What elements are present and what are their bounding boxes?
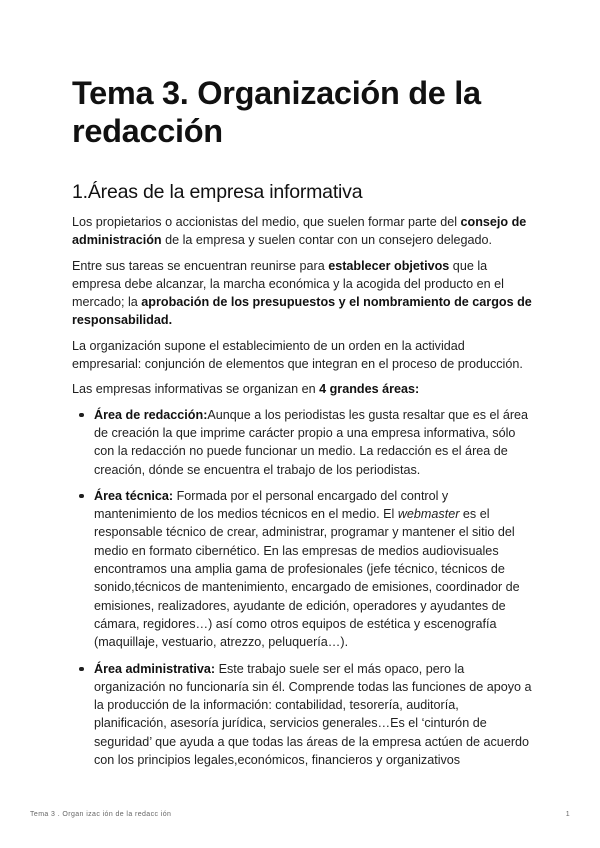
italic-text: webmaster bbox=[397, 507, 460, 522]
paragraph-propietarios bbox=[72, 213, 532, 250]
text: Aunque a los periodistas les gusta resaltar que es el área de creación la que imprime carácter propio a una empresa informativa, sólo con la redacción no puede funcionar un medio. La redacción es el área de creación, dónde se encuentra el trabajo de los periodistas. bbox=[94, 407, 529, 477]
document-title: Tema 3. Organización de la redacción bbox=[72, 75, 481, 149]
bold-text: consejo de administración bbox=[72, 215, 527, 248]
footer-title: Tema 3 . Organ izac ión de la redacc ión bbox=[30, 811, 172, 818]
text: Las empresas informativas se organizan en bbox=[72, 382, 320, 397]
page-footer bbox=[30, 811, 570, 818]
text: que la empresa debe alcanzar, la marcha económica y la acogida del producto en el mercado; la bbox=[72, 258, 504, 310]
text: Los propietarios o accionistas del medio, que suelen formar parte del bbox=[72, 215, 461, 229]
text: Este trabajo suele ser el más opaco, pero la organización no funcionaría sin él. Comprende todas las funciones de apoyo a la producción de la información: contabilidad, tesorería, auditoría, planificación, asesoría jurídica, servicios generales…Es el ‘cinturón de seguridad’ que ayuda a que todas las áreas de la empresa actúen de acuerdo con los principios legales,económicos, financieros y organizativos bbox=[94, 661, 532, 768]
bullet-icon bbox=[79, 494, 84, 499]
section-heading: 1.Áreas de la empresa informativa bbox=[72, 181, 363, 203]
paragraph-areas-intro bbox=[72, 380, 532, 398]
bold-text: Área de redacción: bbox=[94, 407, 208, 422]
bold-text: Área administrativa: bbox=[94, 661, 216, 676]
text: es el responsable técnico de crear, administrar, programar y mantener el sitio del medio en formato cibernético. En las empresas de medios audiovisuales encontramos una amplia gama de profesionales (jefe técnico, técnicos de sonido,técnicos de mantenimiento, encargado de emisiones, coordinador de emisiones, realizadores, ayudante de edición, operadores y ayudantes de cámara, regidores…) así como otros equipos de estética y escenografía (maquillaje, vestuario, atrezzo, peluquería…). bbox=[94, 507, 520, 650]
document-page bbox=[72, 74, 532, 777]
page-number: 1 bbox=[565, 811, 570, 818]
paragraph-tareas bbox=[72, 257, 532, 330]
text: Entre sus tareas se encuentran reunirse para bbox=[72, 258, 329, 273]
text: Formada por el personal encargado del control y mantenimiento de los medios técnicos en el medio. El bbox=[94, 488, 449, 522]
text: de la empresa y suelen contar con un consejero delegado. bbox=[161, 233, 493, 248]
bold-text: establecer objetivos bbox=[328, 258, 450, 273]
list-item-area-administrativa bbox=[94, 660, 532, 770]
bold-text: Área técnica: bbox=[94, 488, 174, 503]
bullet-icon bbox=[79, 667, 84, 672]
bold-text: 4 grandes áreas: bbox=[319, 382, 420, 397]
list-item-area-tecnica bbox=[94, 487, 532, 652]
paragraph-organizacion: La organización supone el establecimiento de un orden en la actividad empresarial: conjunción de elementos que integran en el proceso de producción. bbox=[72, 338, 523, 372]
list-item-area-redaccion bbox=[94, 406, 532, 479]
areas-list bbox=[72, 406, 532, 770]
bullet-icon bbox=[79, 413, 84, 418]
bold-text: aprobación de los presupuestos y el nombramiento de cargos de responsabilidad. bbox=[72, 295, 532, 328]
